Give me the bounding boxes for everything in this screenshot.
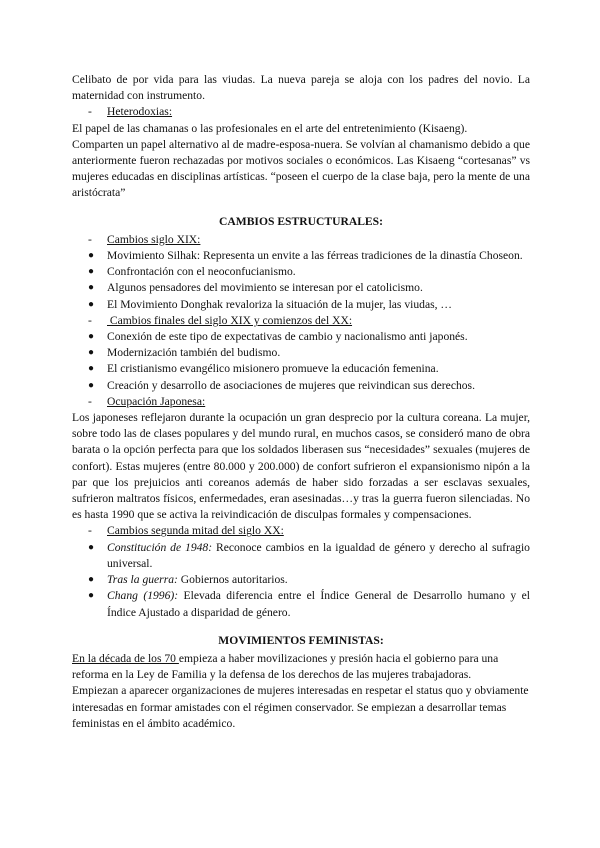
subheading-label: Heterodoxias: <box>107 105 173 119</box>
list-item-text: Algunos pensadores del movimiento se interesan por el catolicismo. <box>107 281 423 295</box>
dash-marker: - <box>88 232 92 246</box>
list-item <box>72 572 530 588</box>
chamanas-paragraph: El papel de las chamanas o las profesionales en el arte del entretenimiento (Kisaeng). <box>72 121 468 135</box>
bullet-marker: ● <box>88 347 95 359</box>
subheading-label: Cambios finales del siglo XIX y comienzos del XX: <box>107 313 353 327</box>
bullet-marker: ● <box>88 282 95 294</box>
list-item <box>72 540 530 572</box>
ocupacion-paragraph: Los japoneses reflejaron durante la ocupación un gran desprecio por la cultura coreana. La mujer, sobre todo las de clases populares y del mundo rural, en muchos casos, se consideró mano de obra barata o la opción perfecta para que los soldados liberasen sus “necesidades” sexuales (mujeres de confort). Estas mujeres (entre 80.000 y 200.000) de confort sufrieron el expansionismo nipón a la par que los prejuicios anti coreanos además de haber sido forzadas a ser esclavas sexuales, sufrieron maltratos físicos, enfermedades, eran asesinadas…y tras la guerra fueron silenciadas. No es hasta 1990 que se activa la reivindicación de disculpas formales y compensaciones. <box>72 411 530 522</box>
subheading-label: Cambios siglo XIX: <box>107 232 201 246</box>
bullet-marker: ● <box>88 331 95 343</box>
list-item-lead: Tras la guerra: <box>107 573 178 587</box>
list-item-text: Movimiento Silhak: Representa un envite a las férreas tradiciones de la dinastía Choseon. <box>107 249 523 263</box>
section-heading-cambios: CAMBIOS ESTRUCTURALES: <box>219 214 383 228</box>
subheading-label: Ocupación Japonesa: <box>107 394 206 408</box>
intro-paragraph: Celibato de por vida para las viudas. La nueva pareja se aloja con los padres del novio. La maternidad con instrumento. <box>72 73 530 103</box>
subheading-finales-xix <box>72 313 530 329</box>
list-item <box>72 248 530 264</box>
list-item <box>72 264 530 280</box>
list-item-text: Conexión de este tipo de expectativas de cambio y nacionalismo anti japonés. <box>107 330 468 344</box>
list-item-text: Elevada diferencia entre el Índice General de Desarrollo humano y el Índice Ajustado a disparidad de género. <box>107 589 530 619</box>
list-item-lead: Constitución de 1948: <box>107 540 213 554</box>
list-item <box>72 361 530 377</box>
subheading-label: Cambios segunda mitad del siglo XX: <box>107 524 284 538</box>
list-item-text: Gobiernos autoritarios. <box>177 573 288 587</box>
dash-marker: - <box>88 394 92 408</box>
dash-marker: - <box>88 524 92 538</box>
document-page <box>72 72 530 732</box>
bullet-marker: ● <box>88 298 95 310</box>
dash-marker: - <box>88 313 92 327</box>
section-heading-feministas: MOVIMIENTOS FEMINISTAS: <box>218 633 384 647</box>
bullet-marker: ● <box>88 363 95 375</box>
list-item-text: Modernización también del budismo. <box>107 346 281 360</box>
list-item <box>72 345 530 361</box>
heterodoxias-subheading <box>72 104 530 120</box>
kisaeng-paragraph: Comparten un papel alternativo al de madre-esposa-nuera. Se volvían al chamanismo debido a que anteriormente fueron rechazadas por motivos sociales o económicos. Las Kisaeng “cortesanas” vs mujeres educadas en disciplinas artísticas. “poseen el cuerpo de la clase baja, pero la mente de una aristócrata” <box>72 137 530 200</box>
bullet-marker: ● <box>88 379 95 391</box>
list-item-text: Reconoce cambios en la igualdad de género y derecho al sufragio universal. <box>107 540 530 570</box>
list-item <box>72 329 530 345</box>
list-item <box>72 588 530 620</box>
list-item-text: Creación y desarrollo de asociaciones de mujeres que reivindican sus derechos. <box>107 378 475 392</box>
list-item-text: Confrontación con el neoconfucianismo. <box>107 265 296 279</box>
bullet-marker: ● <box>88 574 95 586</box>
paragraph-text: empieza a haber movilizaciones y presión hacia el gobierno para una reforma en la Ley de Familia y la defensa de los derechos de las mujeres trabajadoras. <box>72 651 499 682</box>
feministas-paragraph <box>72 651 530 683</box>
bullet-marker: ● <box>88 541 95 553</box>
organizaciones-paragraph: Empiezan a aparecer organizaciones de mujeres interesadas en respetar el status quo y obviamente interesadas en formar amistades con el régimen conservador. Se empiezan a desarrollar temas feministas en el ámbito académico. <box>72 684 529 730</box>
bullet-marker: ● <box>88 266 95 278</box>
bullet-marker: ● <box>88 250 95 262</box>
list-item-text: El cristianismo evangélico misionero promueve la educación femenina. <box>107 362 439 376</box>
subheading-segunda-mitad <box>72 523 530 539</box>
list-item-text: El Movimiento Donghak revaloriza la situación de la mujer, las viudas, … <box>107 297 453 311</box>
underlined-lead: En la década de los 70 <box>72 651 179 665</box>
subheading-ocupacion <box>72 394 530 410</box>
subheading-siglo-xix <box>72 232 530 248</box>
bullet-marker: ● <box>88 590 95 602</box>
list-item <box>72 280 530 296</box>
list-item <box>72 297 530 313</box>
list-item-lead: Chang (1996): <box>107 589 179 603</box>
dash-marker: - <box>88 105 92 119</box>
list-item <box>72 378 530 394</box>
